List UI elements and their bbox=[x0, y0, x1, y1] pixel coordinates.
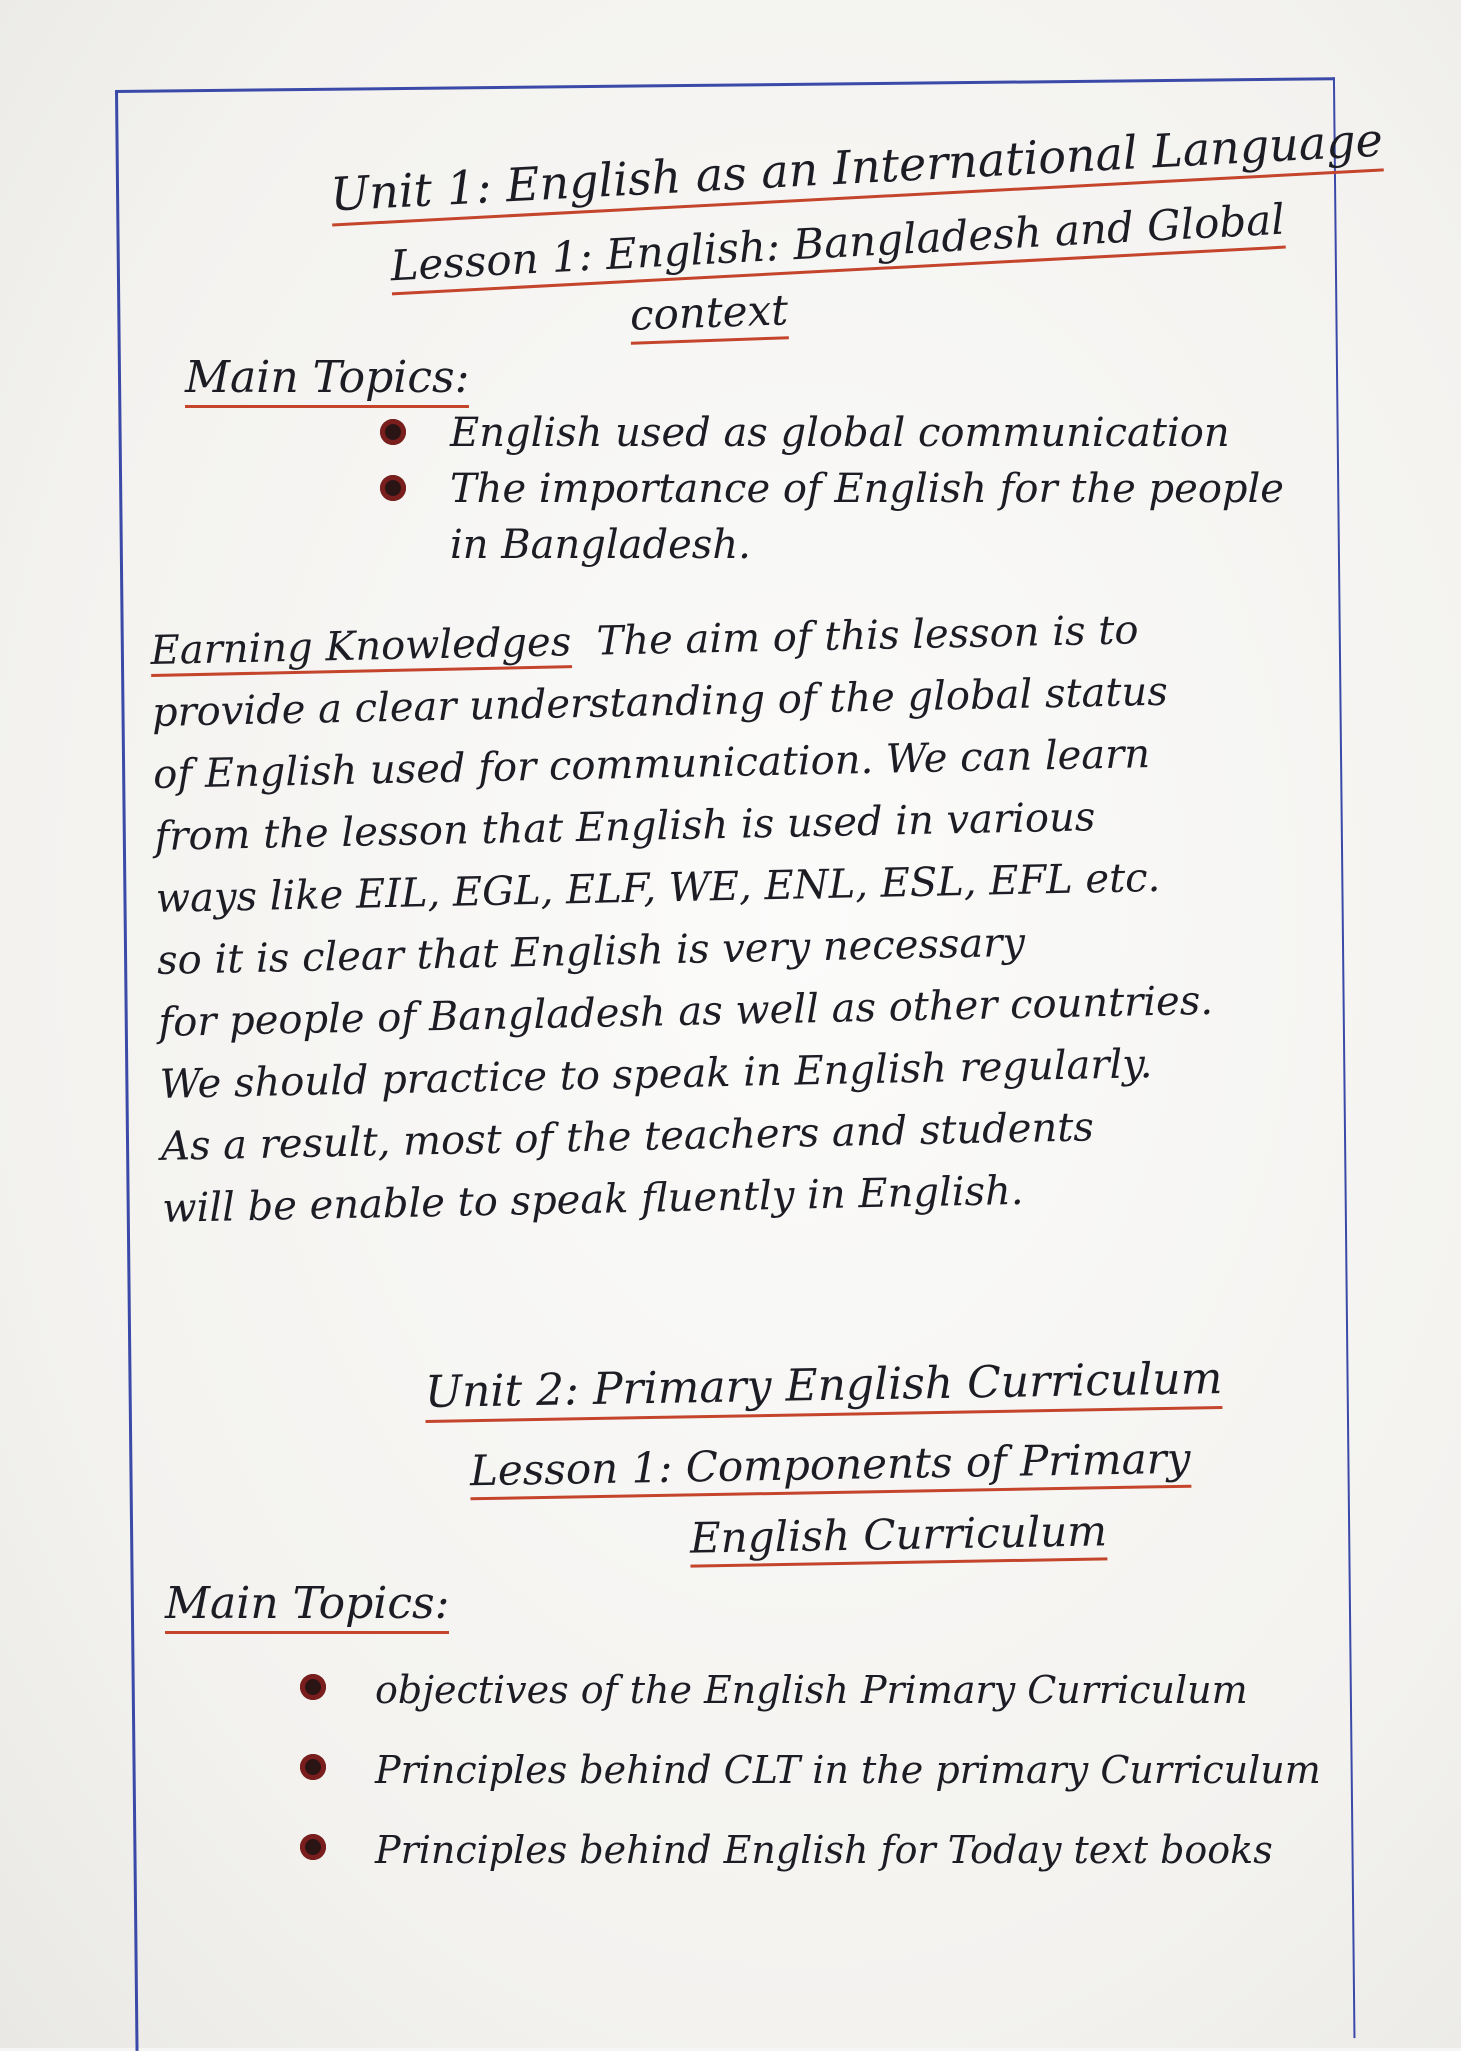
bullet-icon bbox=[300, 1674, 326, 1700]
paragraph-line: so it is clear that English is very necessary bbox=[156, 919, 1026, 984]
paragraph-line: provide a clear understanding of the global status bbox=[151, 668, 1169, 736]
topics-list-2 bbox=[300, 1650, 1321, 1890]
earning-knowledge-paragraph bbox=[150, 596, 1303, 1240]
paragraph-line: of English used for communication. We can learn bbox=[152, 731, 1151, 798]
bullet-icon bbox=[380, 475, 406, 501]
bullet-icon bbox=[300, 1754, 326, 1780]
paragraph-line: from the lesson that English is used in various bbox=[154, 794, 1096, 860]
unit1-lesson-title: Lesson 1: English: Bangladesh and Global bbox=[389, 195, 1286, 296]
topic-item: Principles behind CLT in the primary Curriculum bbox=[300, 1730, 1321, 1810]
paragraph-line: We should practice to speak in English regularly. bbox=[159, 1041, 1153, 1108]
topics-list-1 bbox=[380, 405, 1284, 573]
unit2-lesson-title-cont: English Curriculum bbox=[690, 1506, 1108, 1567]
main-topics-heading-1: Main Topics: bbox=[185, 352, 469, 408]
paragraph-line: ways like EIL, EGL, ELF, WE, ENL, ESL, EFL etc. bbox=[155, 854, 1161, 922]
main-topics-heading-2: Main Topics: bbox=[165, 1578, 449, 1634]
unit2-lesson-title: Lesson 1: Components of Primary bbox=[470, 1434, 1191, 1501]
topic-item: objectives of the English Primary Curriculum bbox=[300, 1650, 1321, 1730]
topic-item: Principles behind English for Today text books bbox=[300, 1810, 1321, 1890]
unit2-title: Unit 2: Primary English Curriculum bbox=[425, 1353, 1223, 1423]
unit1-lesson-title-cont: context bbox=[629, 285, 789, 344]
paragraph-line: As a result, most of the teachers and students bbox=[160, 1104, 1095, 1170]
topic-item-continuation: in Bangladesh. bbox=[450, 522, 751, 568]
unit1-title: Unit 1: English as an International Language bbox=[329, 112, 1384, 226]
earning-label: Earning Knowledges bbox=[150, 619, 572, 677]
bullet-icon bbox=[300, 1834, 326, 1860]
paragraph-line: for people of Bangladesh as well as other countries. bbox=[157, 977, 1214, 1046]
paragraph-line: The aim of this lesson is to bbox=[596, 607, 1139, 665]
paragraph-line: will be enable to speak fluently in English. bbox=[161, 1167, 1024, 1232]
topic-item: The importance of English for the people bbox=[380, 461, 1284, 517]
bullet-icon bbox=[380, 419, 406, 445]
topic-item: English used as global communication bbox=[380, 405, 1284, 461]
